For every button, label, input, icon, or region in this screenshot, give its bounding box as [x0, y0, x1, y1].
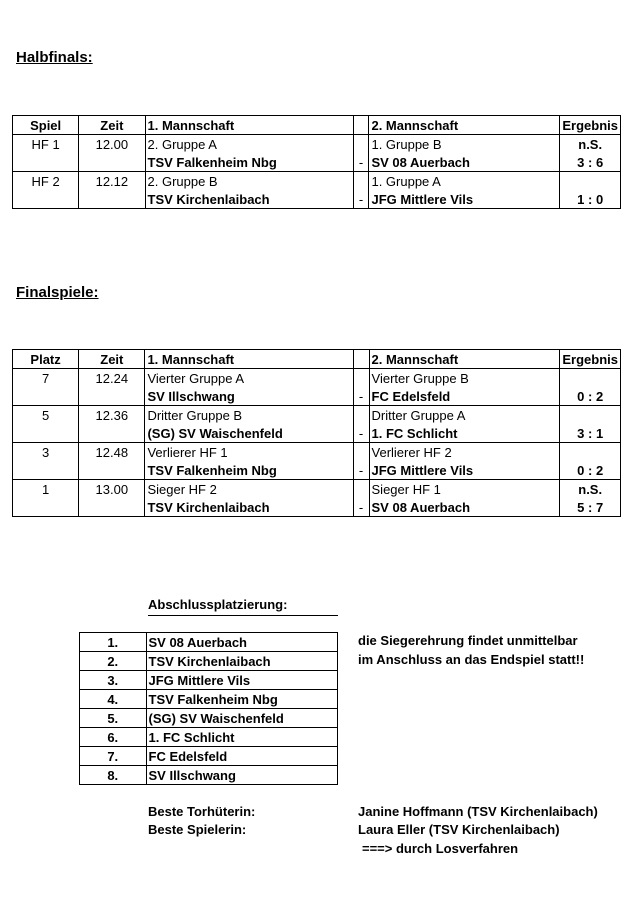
- goalkeeper-label: Beste Torhüterin:: [148, 804, 256, 819]
- rank-cell: 6.: [80, 728, 147, 747]
- result-note-cell: [560, 172, 621, 191]
- team2-cell: JFG Mittlere Vils: [369, 461, 560, 480]
- team-cell: 1. FC Schlicht: [146, 728, 338, 747]
- result-note-cell: [560, 406, 621, 425]
- team1-cell: TSV Kirchenlaibach: [145, 498, 353, 517]
- semifinals-table: [12, 115, 621, 209]
- rank-cell: 2.: [80, 652, 147, 671]
- team1-cell: TSV Falkenheim Nbg: [145, 153, 353, 172]
- place-cell: 5: [13, 406, 79, 425]
- finals-table: [12, 349, 621, 517]
- result-note-cell: [560, 369, 621, 388]
- rank-cell: 8.: [80, 766, 147, 785]
- col-header-game: Spiel: [13, 116, 79, 135]
- team1-slot-cell: Verlierer HF 1: [145, 443, 353, 462]
- goalkeeper-value: Janine Hoffmann (TSV Kirchenlaibach): [358, 804, 598, 819]
- sep-cell: [353, 443, 369, 462]
- result-note-cell: [560, 443, 621, 462]
- time-cell: 12.48: [79, 443, 145, 462]
- team1-slot-cell: Sieger HF 2: [145, 480, 353, 499]
- ranking-heading: Abschlussplatzierung:: [148, 597, 338, 616]
- rank-cell: 1.: [80, 633, 147, 652]
- ranking-row: [80, 709, 338, 728]
- table-row: [13, 190, 621, 209]
- table-header-row: [13, 116, 621, 135]
- sep-cell: [353, 135, 369, 154]
- col-header-team2: 2. Mannschaft: [369, 350, 560, 369]
- time-cell: 13.00: [79, 480, 145, 499]
- empty-cell: [13, 387, 79, 406]
- col-header-time: Zeit: [79, 350, 145, 369]
- team2-slot-cell: 1. Gruppe A: [369, 172, 560, 191]
- table-row: [13, 461, 621, 480]
- ceremony-note-line2: im Anschluss an das Endspiel statt!!: [358, 652, 585, 667]
- table-row: [13, 153, 621, 172]
- sep-cell: -: [353, 461, 369, 480]
- game-cell: HF 2: [13, 172, 79, 191]
- ranking-row: [80, 728, 338, 747]
- sep-cell: [353, 369, 369, 388]
- team1-cell: TSV Falkenheim Nbg: [145, 461, 353, 480]
- result-cell: 0 : 2: [560, 461, 621, 480]
- semifinals-heading: Halbfinals:: [16, 49, 93, 66]
- ranking-row: [80, 671, 338, 690]
- ranking-table: [79, 632, 338, 785]
- table-row: [13, 480, 621, 499]
- lottery-note: ===> durch Losverfahren: [362, 841, 519, 856]
- table-row: [13, 369, 621, 388]
- empty-cell: [13, 461, 79, 480]
- rank-cell: 3.: [80, 671, 147, 690]
- team1-slot-cell: 2. Gruppe B: [145, 172, 353, 191]
- ceremony-note-line1: die Siegerehrung findet unmittelbar: [358, 633, 578, 648]
- table-row: [13, 443, 621, 462]
- table-row: [13, 498, 621, 517]
- result-cell: 0 : 2: [560, 387, 621, 406]
- table-row: [13, 135, 621, 154]
- team2-slot-cell: Vierter Gruppe B: [369, 369, 560, 388]
- col-header-place: Platz: [13, 350, 79, 369]
- empty-cell: [79, 461, 145, 480]
- ranking-row: [80, 633, 338, 652]
- sep-cell: -: [353, 424, 369, 443]
- empty-cell: [79, 424, 145, 443]
- team1-cell: (SG) SV Waischenfeld: [145, 424, 353, 443]
- result-cell: 5 : 7: [560, 498, 621, 517]
- rank-cell: 5.: [80, 709, 147, 728]
- team1-slot-cell: Vierter Gruppe A: [145, 369, 353, 388]
- sep-cell: [353, 406, 369, 425]
- team-cell: TSV Falkenheim Nbg: [146, 690, 338, 709]
- empty-cell: [79, 153, 145, 172]
- team1-slot-cell: 2. Gruppe A: [145, 135, 353, 154]
- place-cell: 7: [13, 369, 79, 388]
- col-header-time: Zeit: [79, 116, 145, 135]
- col-header-result: Ergebnis: [560, 116, 621, 135]
- empty-cell: [13, 424, 79, 443]
- team-cell: SV 08 Auerbach: [146, 633, 338, 652]
- team-cell: FC Edelsfeld: [146, 747, 338, 766]
- team2-slot-cell: 1. Gruppe B: [369, 135, 560, 154]
- player-value: Laura Eller (TSV Kirchenlaibach): [358, 822, 560, 837]
- team2-cell: FC Edelsfeld: [369, 387, 560, 406]
- team1-cell: TSV Kirchenlaibach: [145, 190, 353, 209]
- result-note-cell: n.S.: [560, 480, 621, 499]
- team2-slot-cell: Verlierer HF 2: [369, 443, 560, 462]
- team2-cell: SV 08 Auerbach: [369, 498, 560, 517]
- sep-cell: -: [353, 387, 369, 406]
- empty-cell: [13, 498, 79, 517]
- result-cell: 3 : 1: [560, 424, 621, 443]
- col-header-result: Ergebnis: [560, 350, 621, 369]
- rank-cell: 4.: [80, 690, 147, 709]
- team1-slot-cell: Dritter Gruppe B: [145, 406, 353, 425]
- sep-cell: -: [353, 190, 369, 209]
- ranking-row: [80, 747, 338, 766]
- result-cell: 3 : 6: [560, 153, 621, 172]
- empty-cell: [13, 190, 79, 209]
- table-row: [13, 424, 621, 443]
- team2-slot-cell: Dritter Gruppe A: [369, 406, 560, 425]
- col-header-team1: 1. Mannschaft: [145, 350, 353, 369]
- team2-cell: SV 08 Auerbach: [369, 153, 560, 172]
- result-note-cell: n.S.: [560, 135, 621, 154]
- result-cell: 1 : 0: [560, 190, 621, 209]
- empty-cell: [79, 387, 145, 406]
- empty-cell: [79, 190, 145, 209]
- col-header-team2: 2. Mannschaft: [369, 116, 560, 135]
- finals-heading: Finalspiele:: [16, 284, 99, 301]
- sep-cell: -: [353, 498, 369, 517]
- col-header-team1: 1. Mannschaft: [145, 116, 353, 135]
- game-cell: HF 1: [13, 135, 79, 154]
- sep-cell: [353, 172, 369, 191]
- sep-cell: [353, 480, 369, 499]
- sep-cell: -: [353, 153, 369, 172]
- empty-cell: [13, 153, 79, 172]
- team2-slot-cell: Sieger HF 1: [369, 480, 560, 499]
- empty-cell: [79, 498, 145, 517]
- time-cell: 12.00: [79, 135, 145, 154]
- team-cell: SV Illschwang: [146, 766, 338, 785]
- team-cell: (SG) SV Waischenfeld: [146, 709, 338, 728]
- ranking-row: [80, 690, 338, 709]
- team1-cell: SV Illschwang: [145, 387, 353, 406]
- time-cell: 12.12: [79, 172, 145, 191]
- team-cell: TSV Kirchenlaibach: [146, 652, 338, 671]
- rank-cell: 7.: [80, 747, 147, 766]
- col-header-sep: [353, 350, 369, 369]
- col-header-sep: [353, 116, 369, 135]
- player-label: Beste Spielerin:: [148, 822, 247, 837]
- table-row: [13, 406, 621, 425]
- table-header-row: [13, 350, 621, 369]
- table-row: [13, 172, 621, 191]
- place-cell: 1: [13, 480, 79, 499]
- table-row: [13, 387, 621, 406]
- team-cell: JFG Mittlere Vils: [146, 671, 338, 690]
- place-cell: 3: [13, 443, 79, 462]
- time-cell: 12.36: [79, 406, 145, 425]
- team2-cell: JFG Mittlere Vils: [369, 190, 560, 209]
- team2-cell: 1. FC Schlicht: [369, 424, 560, 443]
- time-cell: 12.24: [79, 369, 145, 388]
- ranking-row: [80, 766, 338, 785]
- ranking-row: [80, 652, 338, 671]
